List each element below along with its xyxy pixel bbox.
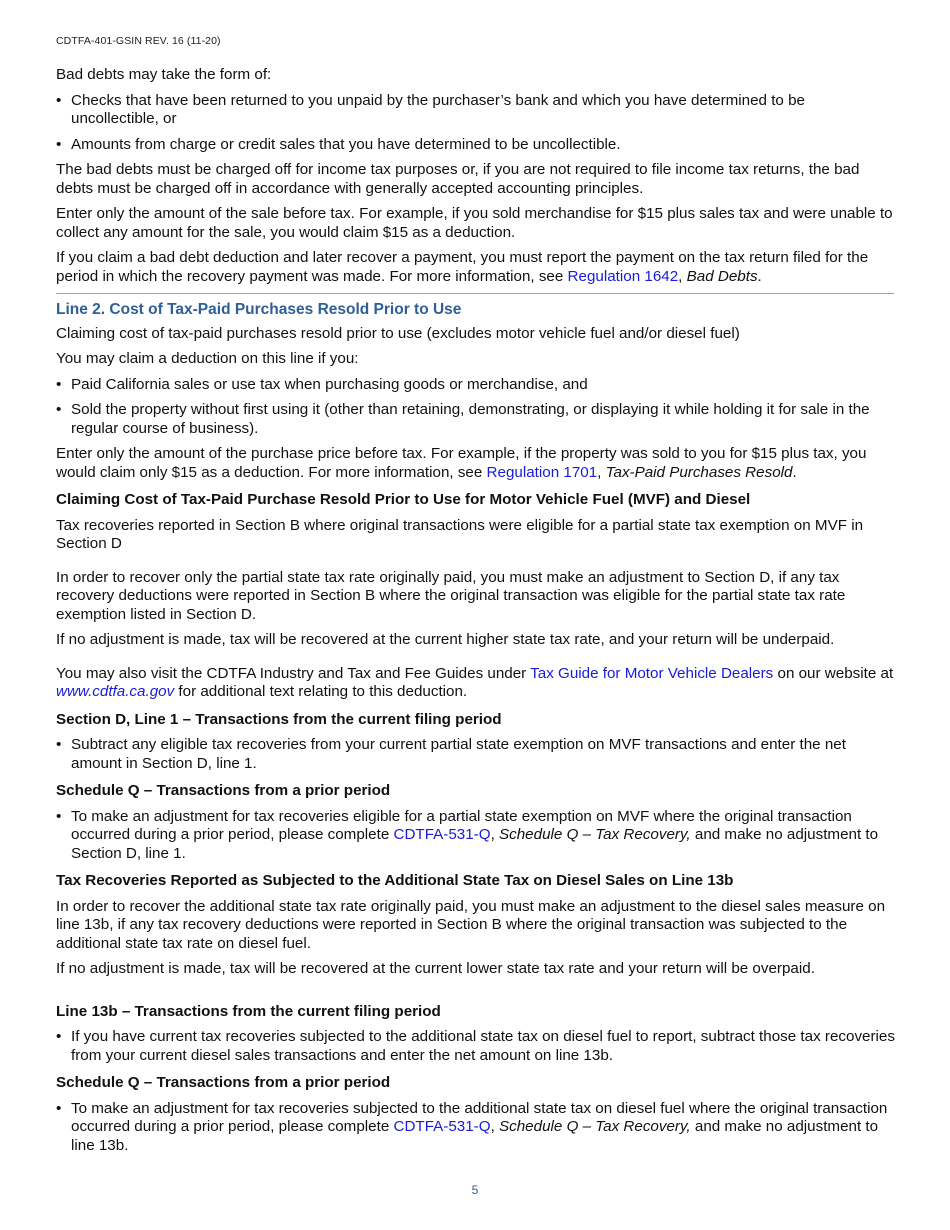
motor-vehicle-dealers-guide-link[interactable]: Tax Guide for Motor Vehicle Dealers: [530, 664, 774, 682]
bad-debt-paragraph: The bad debts must be charged off for income tax purposes or, if you are not required to file income tax returns, the bad debts must be charged off in accordance with generally accepted accounting principles.: [56, 161, 860, 197]
regulation-title: Bad Debts: [686, 267, 758, 285]
mvf-paragraph: In order to recover only the partial state tax rate originally paid, you must make an adjustment to Section D, if any tax recovery deductions were reported in Section B where the original transaction was eligible for the partial state tax rate exemption listed in Section D.: [56, 568, 846, 623]
mvf-paragraph: If no adjustment is made, tax will be recovered at the current higher state tax rate, and your return will be underpaid.: [56, 631, 835, 648]
separator: ,: [597, 463, 606, 481]
paragraph-text: To make an adjustment for tax recoveries subjected to the additional state tax on diesel fuel where the original transaction occurred during a prior period, please complete: [71, 1099, 888, 1135]
schedule-q-heading: Schedule Q – Transactions from a prior period: [56, 782, 391, 799]
paragraph-text: You may also visit the CDTFA Industry and Tax and Fee Guides under: [56, 664, 531, 682]
diesel-heading: Tax Recoveries Reported as Subjected to the Additional State Tax on Diesel Sales on Line 13b: [56, 872, 734, 889]
list-item: [56, 1100, 896, 1156]
bad-debt-recovery-paragraph: [56, 249, 896, 286]
separator: ,: [490, 826, 500, 843]
paragraph-text: Enter only the amount of the purchase price before tax. For example, if the property was sold to you for $15 plus tax, you would claim only $15 as a deduction. For more information, see: [56, 445, 867, 481]
separator: ,: [678, 267, 687, 285]
regulation-1642-link[interactable]: Regulation 1642: [567, 267, 679, 285]
list-item: • Amounts from charge or credit sales that you have determined to be uncollectible.: [56, 136, 896, 155]
line2-paragraph: You may claim a deduction on this line if you:: [56, 350, 359, 367]
document-body: [56, 66, 896, 1162]
paragraph-text: and make no adjustment to line 13b.: [71, 1118, 879, 1154]
line-13b-heading: Line 13b – Transactions from the current filing period: [56, 1002, 441, 1020]
list-item: • Paid California sales or use tax when purchasing goods or merchandise, and: [56, 376, 896, 395]
schedule-q-list: [56, 808, 896, 864]
section-divider: [56, 293, 894, 294]
cdtfa-website-link[interactable]: www.cdtfa.ca.gov: [56, 683, 175, 700]
list-item: • Checks that have been returned to you unpaid by the purchaser’s bank and which you have determined to be uncollectible, or: [56, 92, 896, 129]
mvf-guide-paragraph: [56, 665, 896, 702]
section-d-heading: Section D, Line 1 – Transactions from the current filing period: [56, 710, 502, 728]
form-title: Schedule Q – Tax Recovery,: [499, 1118, 691, 1135]
schedule-q-list: [56, 1100, 896, 1156]
line2-conditions-list: [56, 376, 896, 439]
list-item: • If you have current tax recoveries subjected to the additional state tax on diesel fuel to report, subtract those tax recoveries from your current diesel sales transactions and enter the net amount on line 13b.: [56, 1028, 896, 1065]
section-heading-line-2: Line 2. Cost of Tax-Paid Purchases Resold Prior to Use: [56, 301, 462, 318]
form-title: Schedule Q – Tax Recovery,: [499, 826, 691, 843]
page-number: 5: [471, 1183, 479, 1197]
mvf-heading: Claiming Cost of Tax-Paid Purchase Resold Prior to Use for Motor Vehicle Fuel (MVF) and Diesel: [56, 491, 751, 508]
paragraph-text: and make no adjustment to Section D, line 1.: [71, 826, 879, 862]
bad-debt-list: [56, 92, 896, 155]
paragraph-text: for additional text relating to this deduction.: [174, 683, 468, 700]
diesel-paragraph: In order to recover the additional state tax rate originally paid, you must make an adjustment to the diesel sales measure on line 13b, if any tax recovery deductions were reported in Section B where the original transaction was subjected to the additional state tax rate on diesel fuel.: [56, 897, 886, 952]
diesel-paragraph: If no adjustment is made, tax will be recovered at the current lower state tax rate and your return will be overpaid.: [56, 960, 815, 977]
line-13b-list: [56, 1028, 896, 1065]
cdtfa-531-q-link[interactable]: CDTFA-531-Q: [393, 1118, 491, 1135]
paragraph-text: on our website at: [773, 664, 894, 682]
period: .: [757, 267, 762, 285]
bad-debt-paragraph: Enter only the amount of the sale before tax. For example, if you sold merchandise for $15 plus sales tax and were unable to collect any amount for the sale, you would claim $15 as a deduction.: [56, 205, 893, 241]
bad-debt-lead: Bad debts may take the form of:: [56, 66, 272, 83]
separator: ,: [490, 1118, 500, 1135]
list-item: • Subtract any eligible tax recoveries from your current partial state exemption on MVF transactions and enter the net amount in Section D, line 1.: [56, 736, 896, 773]
list-item: [56, 808, 896, 864]
line2-paragraph: Claiming cost of tax-paid purchases resold prior to use (excludes motor vehicle fuel and/or diesel fuel): [56, 324, 740, 342]
regulation-title: Tax-Paid Purchases Resold: [605, 463, 793, 481]
mvf-paragraph: Tax recoveries reported in Section B where original transactions were eligible for a partial state tax exemption on MVF in Section D: [56, 516, 864, 552]
period: .: [792, 463, 797, 481]
paragraph-text: If you claim a bad debt deduction and later recover a payment, you must report the payment on the tax return filed for the period in which the recovery payment was made. For more information, see: [56, 249, 869, 285]
paragraph-text: To make an adjustment for tax recoveries eligible for a partial state exemption on MVF where the original transaction occurred during a prior period, please complete: [71, 807, 852, 843]
form-revision-id: CDTFA-401-GSIN REV. 16 (11-20): [56, 35, 221, 47]
regulation-1701-link[interactable]: Regulation 1701: [486, 463, 598, 481]
section-d-list: [56, 736, 896, 773]
list-item: • Sold the property without first using it (other than retaining, demonstrating, or displaying it while holding it for sale in the regular course of business).: [56, 401, 896, 438]
cdtfa-531-q-link[interactable]: CDTFA-531-Q: [393, 826, 491, 843]
schedule-q-heading: Schedule Q – Transactions from a prior period: [56, 1074, 391, 1091]
line2-example-paragraph: [56, 445, 896, 482]
